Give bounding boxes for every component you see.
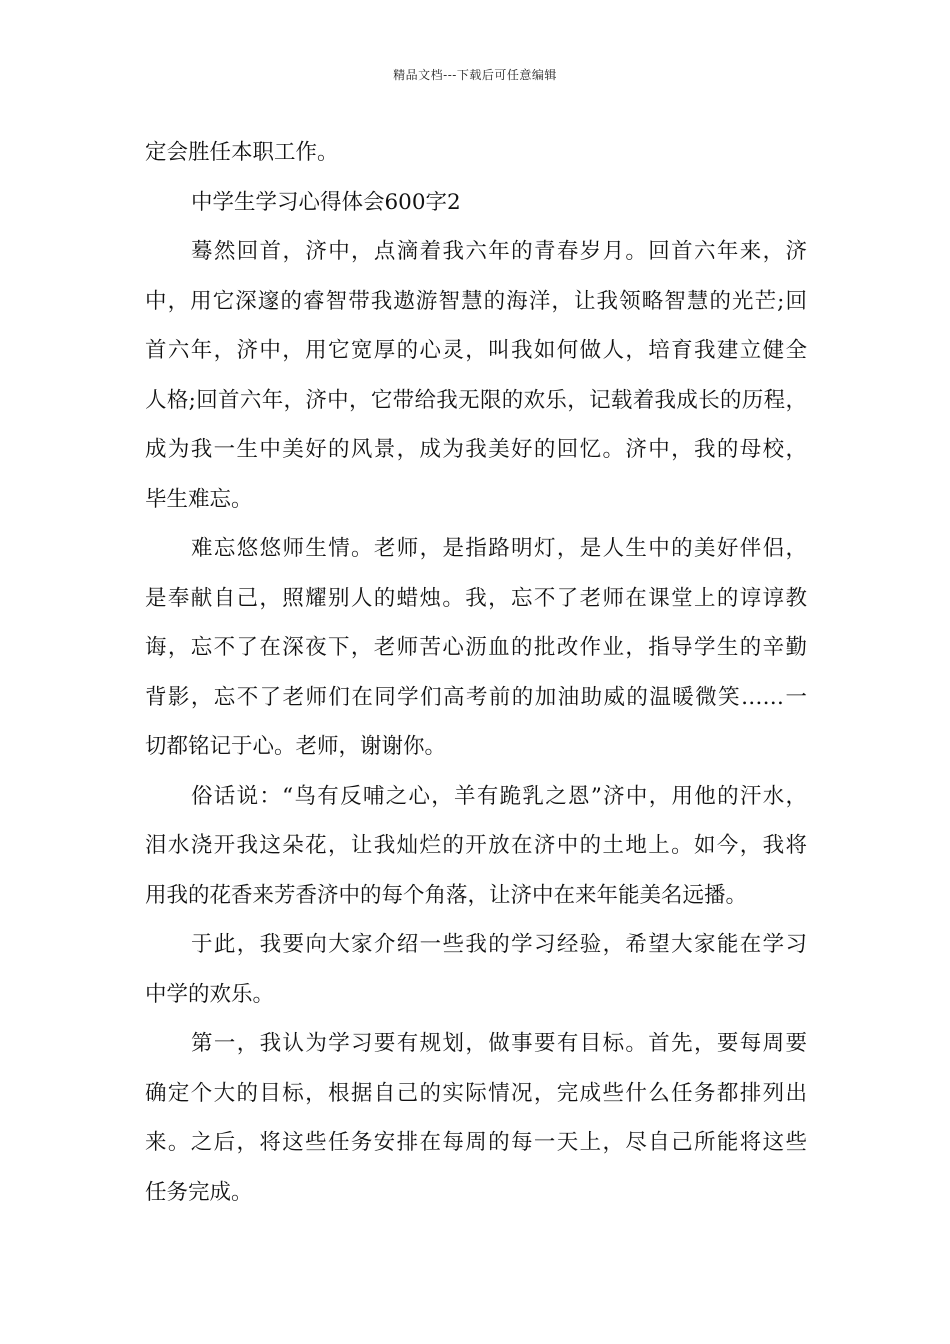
- text-line: 泪水浇开我这朵花，让我灿烂的开放在济中的土地上。如今，我将: [145, 833, 807, 858]
- text-line: 中学的欢乐。: [145, 981, 275, 1007]
- page-header: 精品文档---下载后可任意编辑: [393, 68, 557, 82]
- text-line: 切都铭记于心。老师，谢谢你。: [145, 734, 447, 759]
- text-line: 难忘悠悠师生情。老师，是指路明灯，是人生中的美好伴侣，: [191, 536, 807, 561]
- text-line: 中，用它深邃的睿智带我遨游智慧的海洋，让我领略智慧的光芒;回: [145, 288, 807, 314]
- text-line: 俗话说：“鸟有反哺之心，羊有跪乳之恩”济中，用他的汗水，: [191, 783, 807, 809]
- text-line: 用我的花香来芳香济中的每个角落，让济中在来年能美名远播。: [145, 882, 748, 908]
- text-line: 任务完成。: [145, 1179, 253, 1205]
- text-line: 毕生难忘。: [145, 486, 253, 512]
- text-line: 定会胜任本职工作。: [145, 140, 339, 165]
- text-line: 背影，忘不了老师们在同学们高考前的加油助威的温暖微笑……一: [145, 684, 807, 710]
- text-line: 确定个大的目标，根据自己的实际情况，完成些什么任务都排列出: [145, 1080, 807, 1106]
- text-line: 人格;回首六年，济中，它带给我无限的欢乐，记载着我成长的历程，: [145, 387, 807, 413]
- section-heading: 中学生学习心得体会600字2: [191, 189, 461, 215]
- text-line: 成为我一生中美好的风景，成为我美好的回忆。济中，我的母校，: [145, 437, 807, 462]
- text-line: 于此，我要向大家介绍一些我的学习经验，希望大家能在学习: [191, 932, 807, 957]
- text-line: 诲，忘不了在深夜下，老师苦心沥血的批改作业，指导学生的辛勤: [145, 635, 807, 660]
- text-line: 第一，我认为学习要有规划，做事要有目标。首先，要每周要: [191, 1031, 807, 1056]
- text-line: 来。之后，将这些任务安排在每周的每一天上，尽自己所能将这些: [145, 1130, 807, 1155]
- text-line: 首六年，济中，用它宽厚的心灵，叫我如何做人，培育我建立健全: [145, 338, 807, 363]
- text-line: 蓦然回首，济中，点滴着我六年的青春岁月。回首六年来，济: [191, 239, 807, 264]
- text-line: 是奉献自己，照耀别人的蜡烛。我，忘不了老师在课堂上的谆谆教: [145, 585, 807, 611]
- document-body: [145, 128, 807, 1217]
